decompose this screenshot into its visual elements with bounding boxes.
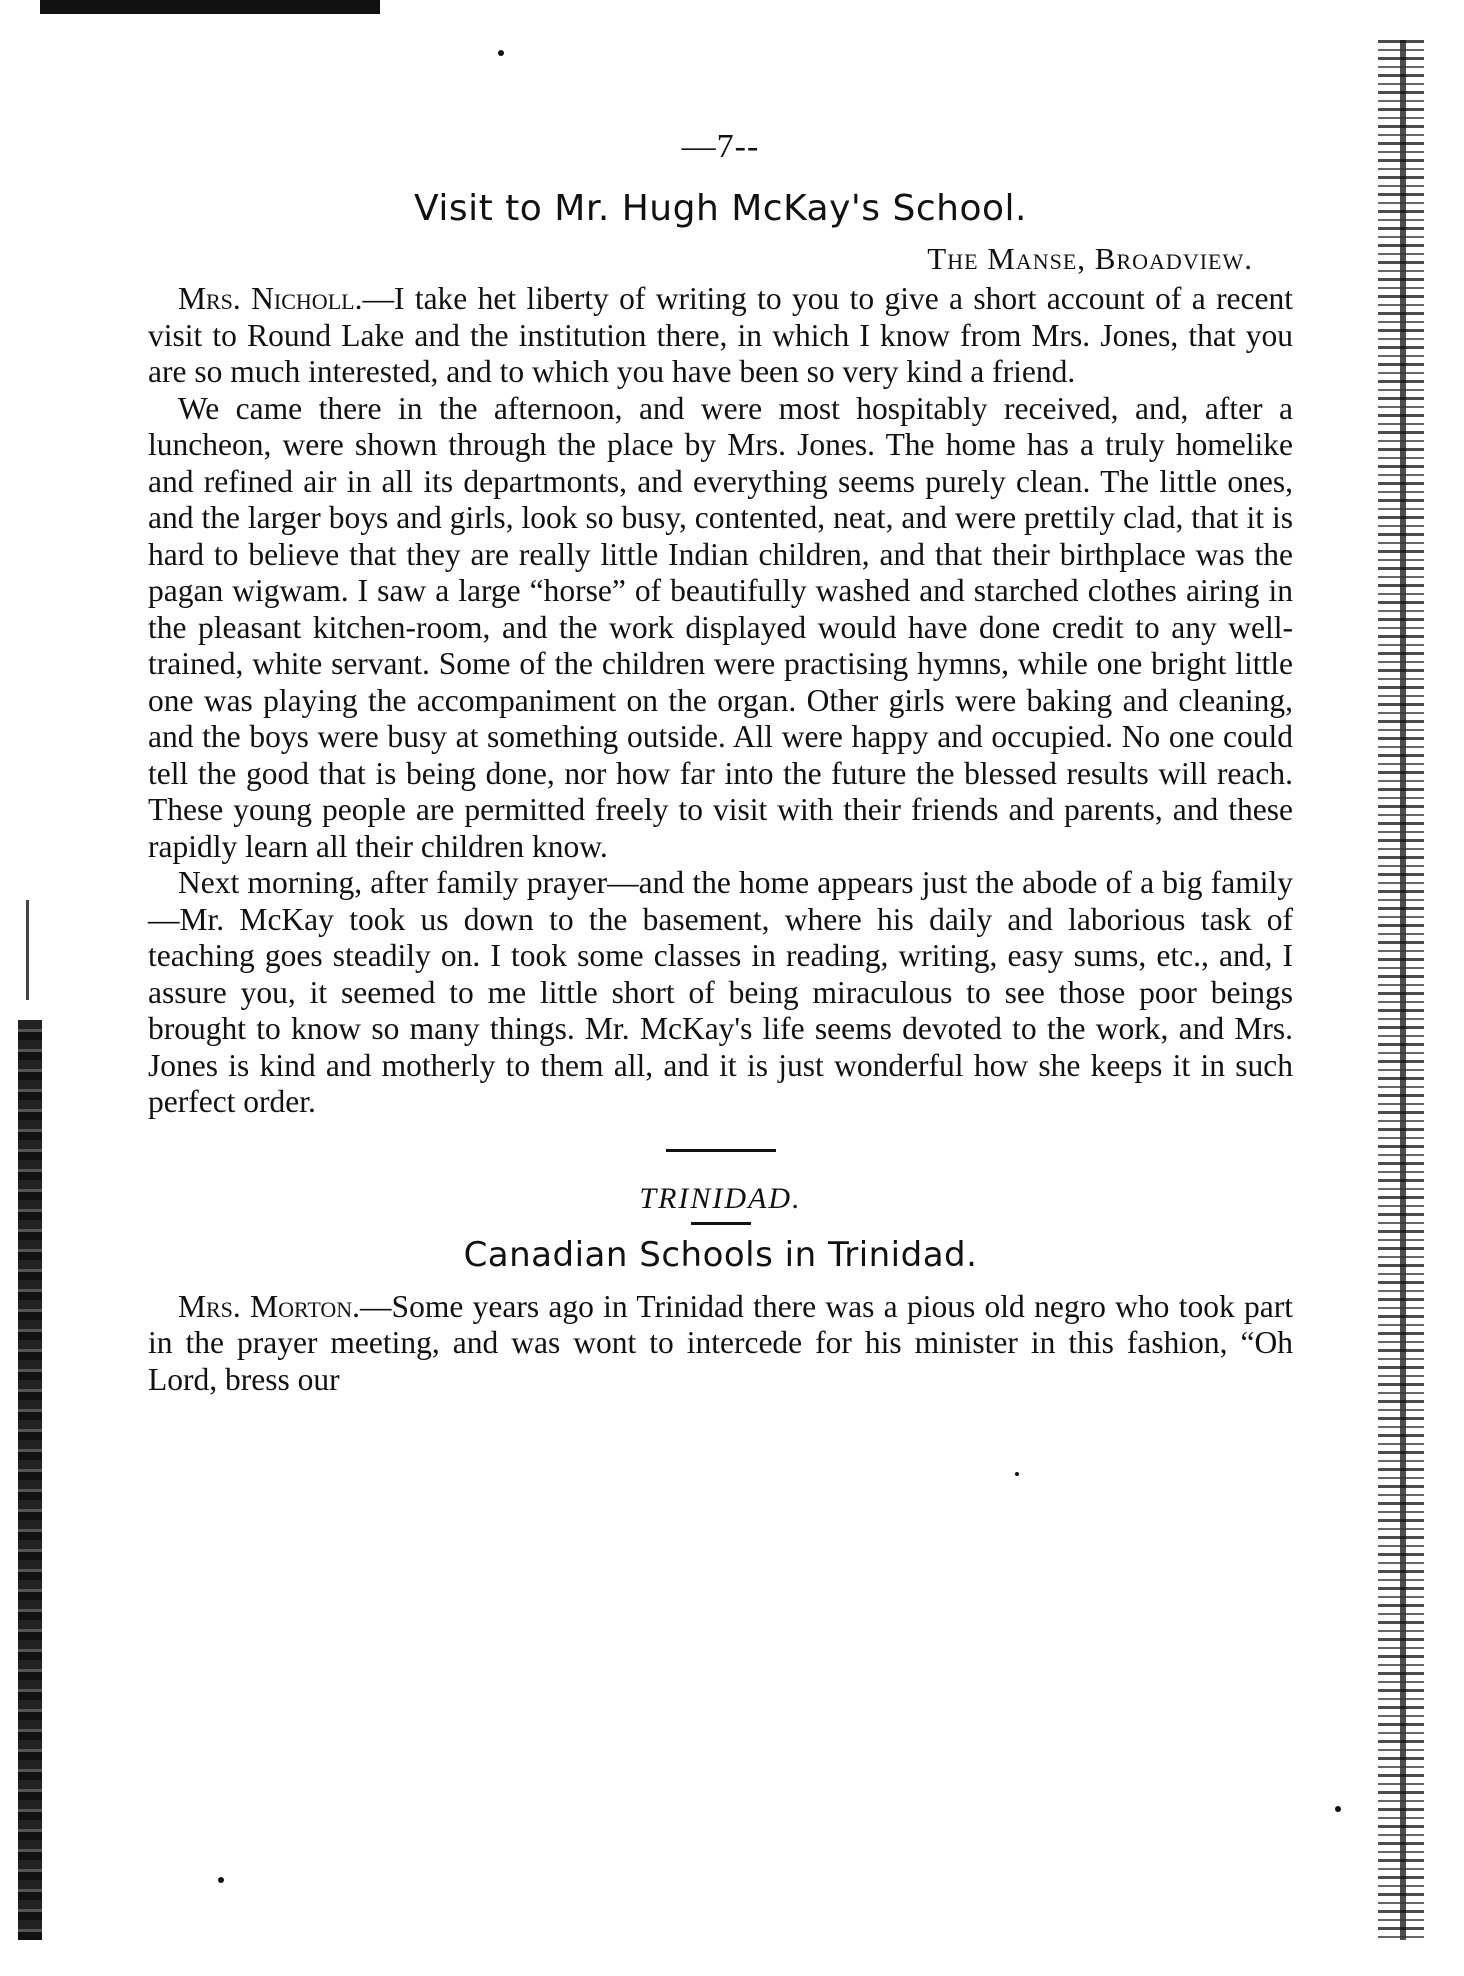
paragraph bbox=[148, 281, 1293, 391]
paragraph bbox=[148, 1289, 1293, 1399]
dateline: The Manse, Broadview. bbox=[927, 241, 1253, 276]
document-page bbox=[148, 128, 1293, 1398]
page-number: —7-- bbox=[681, 128, 760, 165]
paragraph: We came there in the afternoon, and were most hospitably received, and, after a luncheon, were shown through the place by Mrs. Jones. The home has a truly homelike and refined air in all its departmonts, and everything seems purely clean. The little ones, and the larger boys and girls, look so busy, contented, neat, and were prettily clad, that it is hard to believe that they are really little Indian children, and that their birthplace was the pagan wigwam. I saw a large “horse” of beautifully washed and starched clothes airing in the pleasant kitchen-room, and the work displayed would have done credit to any well-trained, white servant. Some of the children were practising hymns, while one bright little one was playing the accompaniment on the organ. Other girls were baking and cleaning, and the boys were busy at something outside. All were happy and occupied. No one could tell the good that is being done, nor how far into the future the blessed results will reach. These young people are permitted freely to visit with their friends and parents, and these rapidly learn all their children know. bbox=[148, 390, 1293, 864]
article-title: Visit to Mr. Hugh McKay's School. bbox=[414, 188, 1027, 229]
paragraph-text: —I take het liberty of writing to you to give a short account of a recent visit to Round Lake and the institution there, in which I know from Mrs. Jones, that you are so much interested, and to which you have been so very kind a friend. bbox=[148, 281, 1293, 389]
paragraph: Next morning, after family prayer—and the home appears just the abode of a big family—Mr. McKay took us down to the basement, where his daily and laborious task of teaching goes steadily on. I took some classes in reading, writing, easy sums, etc., and, I assure you, it seemed to me little short of being miraculous to see those poor beings brought to know so many things. Mr. McKay's life seems devoted to the work, and Mrs. Jones is kind and motherly to them all, and it is just wonderful how she keeps it in such perfect order. bbox=[148, 865, 1293, 1119]
scan-speck bbox=[498, 50, 504, 56]
addressee: Mrs. Nicholl. bbox=[178, 281, 363, 316]
scan-speck bbox=[1015, 1472, 1019, 1476]
addressee: Mrs. Morton. bbox=[178, 1288, 361, 1324]
paragraph-text: —Some years ago in Trinidad there was a pious old negro who took part in the prayer meeting, and was wont to intercede for his minister in this fashion, “Oh Lord, bress our bbox=[148, 1288, 1293, 1397]
scan-edge-left bbox=[18, 1020, 42, 1940]
article-title: Canadian Schools in Trinidad. bbox=[463, 1234, 978, 1275]
scan-speck bbox=[1335, 1806, 1341, 1812]
section-heading: TRINIDAD. bbox=[639, 1181, 802, 1215]
heading-divider bbox=[691, 1222, 751, 1225]
scan-edge-right bbox=[1378, 40, 1424, 1940]
scan-edge-left-thin bbox=[26, 900, 29, 1000]
scan-speck bbox=[218, 1877, 224, 1883]
scan-border-top bbox=[40, 0, 380, 14]
section-divider bbox=[666, 1149, 776, 1152]
